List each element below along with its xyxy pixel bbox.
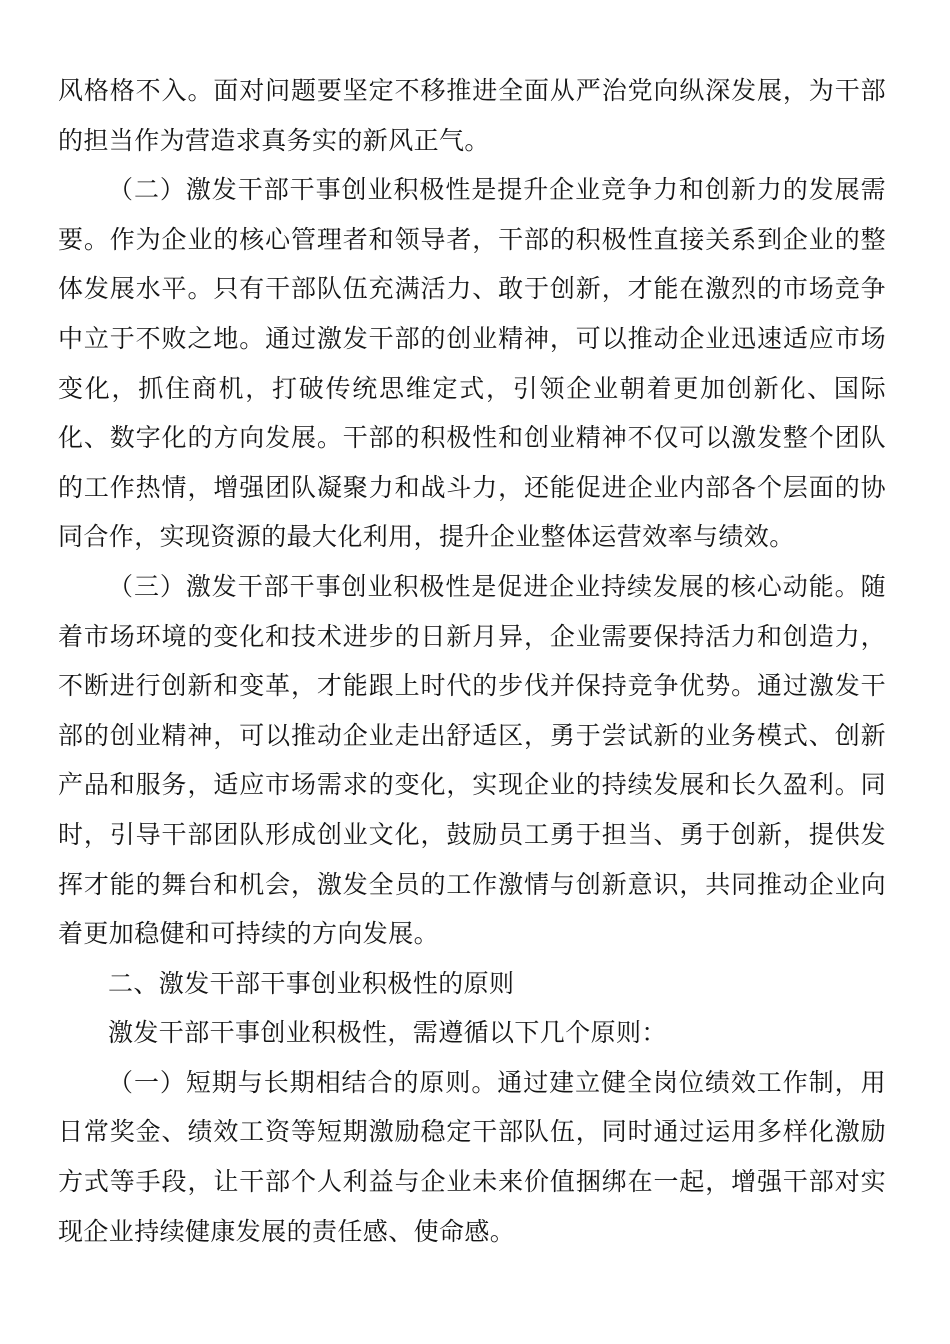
paragraph-continuation: 风格格不入。面对问题要坚定不移推进全面从严治党向纵深发展，为干部的担当作为营造求真务实的新风正气。 (58, 76, 886, 155)
document-body (58, 66, 886, 1256)
section-heading-principles: 二、激发干部干事创业积极性的原则 (108, 968, 515, 998)
paragraph-section-2: （二）激发干部干事创业积极性是提升企业竞争力和创新力的发展需要。作为企业的核心管理者和领导者，干部的积极性直接关系到企业的整体发展水平。只有干部队伍充满活力、敢于创新，才能在激烈的市场竞争中立于不败之地。通过激发干部的创业精神，可以推动企业迅速适应市场变化，抓住商机，打破传统思维定式，引领企业朝着更加创新化、国际化、数字化的方向发展。干部的积极性和创业精神不仅可以激发整个团队的工作热情，增强团队凝聚力和战斗力，还能促进企业内部各个层面的协同合作，实现资源的最大化利用，提升企业整体运营效率与绩效。 (58, 175, 886, 552)
paragraph-section-3: （三）激发干部干事创业积极性是促进企业持续发展的核心动能。随着市场环境的变化和技术进步的日新月异，企业需要保持活力和创造力，不断进行创新和变革，才能跟上时代的步伐并保持竞争优势。通过激发干部的创业精神，可以推动企业走出舒适区，勇于尝试新的业务模式、创新产品和服务，适应市场需求的变化，实现企业的持续发展和长久盈利。同时，引导干部团队形成创业文化，鼓励员工勇于担当、勇于创新，提供发挥才能的舞台和机会，激发全员的工作激情与创新意识，共同推动企业向着更加稳健和可持续的方向发展。 (58, 571, 886, 949)
paragraph-principles-intro: 激发干部干事创业积极性，需遵循以下几个原则： (108, 1018, 667, 1048)
paragraph-principle-1: （一）短期与长期相结合的原则。通过建立健全岗位绩效工作制，用日常奖金、绩效工资等短期激励稳定干部队伍，同时通过运用多样化激励方式等手段，让干部个人利益与企业未来价值捆绑在一起，增强干部对实现企业持续健康发展的责任感、使命感。 (58, 1067, 886, 1246)
